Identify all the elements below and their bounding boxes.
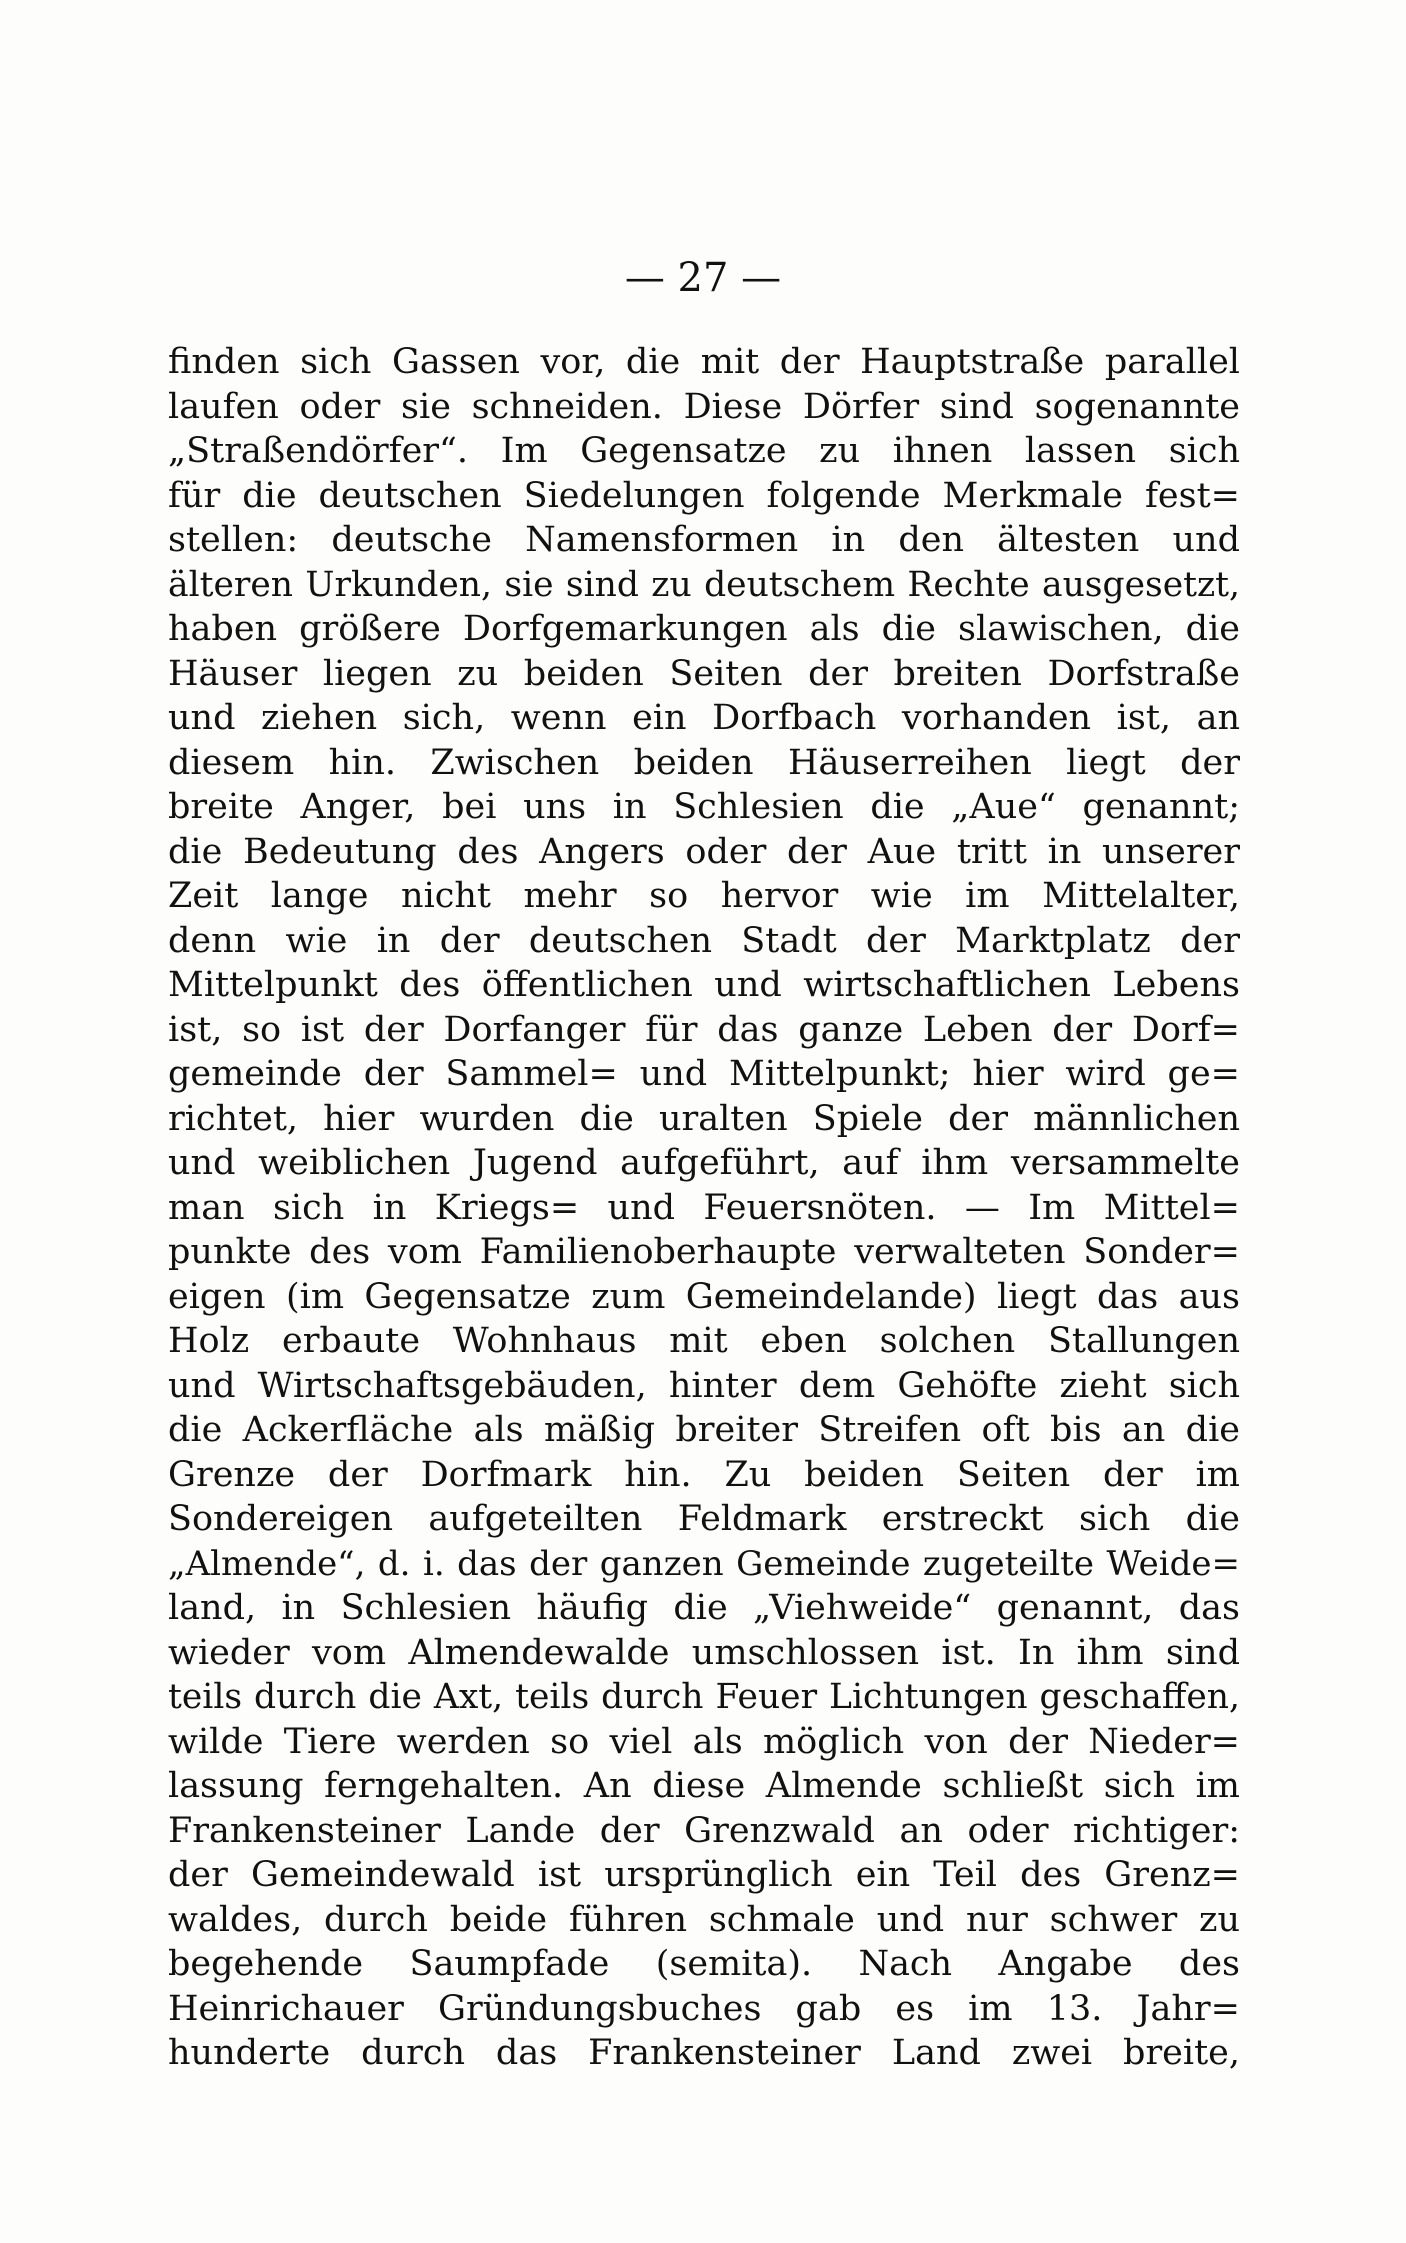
text-line: man sich in Kriegs= und Feuersnöten. — Im Mittel= — [168, 1187, 1240, 1228]
text-line: Sondereigen aufgeteilten Feldmark erstreckt sich die — [168, 1499, 1240, 1539]
text-line: finden sich Gassen vor, die mit der Hauptstraße parallel — [168, 342, 1240, 382]
text-line: laufen oder sie schneiden. Diese Dörfer sind sogenannte — [168, 386, 1240, 427]
text-line: und Wirtschaftsgebäuden, hinter dem Gehöfte zieht sich — [168, 1365, 1240, 1406]
text-line: der Gemeindewald ist ursprünglich ein Teil des Grenz= — [168, 1855, 1240, 1895]
text-line: breite Anger, bei uns in Schlesien die „Aue“ genannt; — [168, 787, 1240, 827]
text-line: wilde Tiere werden so viel als möglich von der Nieder= — [168, 1721, 1240, 1762]
text-line: denn wie in der deutschen Stadt der Marktplatz der — [168, 920, 1240, 961]
text-line: Frankensteiner Lande der Grenzwald an oder richtiger: — [168, 1810, 1240, 1851]
text-line: begehende Saumpfade (semita). Nach Angabe des — [168, 1944, 1240, 1984]
text-line: und ziehen sich, wenn ein Dorfbach vorhanden ist, an — [168, 698, 1240, 738]
text-line: teils durch die Axt, teils durch Feuer Lichtungen geschaffen, — [168, 1677, 1240, 1717]
text-line: älteren Urkunden, sie sind zu deutschem Rechte ausgesetzt, — [168, 564, 1240, 605]
page-number: — 27 — — [624, 255, 782, 301]
text-line: waldes, durch beide führen schmale und nur schwer zu — [168, 1899, 1240, 1940]
text-line: Heinrichauer Gründungsbuches gab es im 13. Jahr= — [168, 1988, 1240, 2029]
text-line: die Bedeutung des Angers oder der Aue tritt in unserer — [168, 831, 1240, 872]
text-line: diesem hin. Zwischen beiden Häuserreihen liegt der — [168, 742, 1240, 783]
text-line: richtet, hier wurden die uralten Spiele der männlichen — [168, 1098, 1240, 1139]
text-line: Mittelpunkt des öffentlichen und wirtschaftlichen Lebens — [168, 965, 1240, 1005]
text-line: Häuser liegen zu beiden Seiten der breiten Dorfstraße — [168, 653, 1240, 694]
text-line: gemeinde der Sammel= und Mittelpunkt; hier wird ge= — [168, 1054, 1240, 1094]
text-line: ist, so ist der Dorfanger für das ganze Leben der Dorf= — [168, 1009, 1240, 1050]
text-line: hunderte durch das Frankensteiner Land zwei breite, — [168, 2033, 1240, 2073]
text-line: Zeit lange nicht mehr so hervor wie im Mittelalter, — [168, 876, 1240, 916]
text-line: eigen (im Gegensatze zum Gemeindelande) liegt das aus — [168, 1276, 1240, 1317]
text-line: lassung ferngehalten. An diese Almende schließt sich im — [168, 1766, 1240, 1806]
text-line: land, in Schlesien häufig die „Viehweide“ genannt, das — [168, 1588, 1240, 1628]
body-text — [168, 340, 1240, 2076]
text-line: Holz erbaute Wohnhaus mit eben solchen Stallungen — [168, 1321, 1240, 1361]
text-line: wieder vom Almendewalde umschlossen ist. In ihm sind — [168, 1632, 1240, 1673]
text-line: punkte des vom Familienoberhaupte verwalteten Sonder= — [168, 1232, 1240, 1272]
text-line: die Ackerfläche als mäßig breiter Streifen oft bis an die — [168, 1410, 1240, 1450]
text-line: und weiblichen Jugend aufgeführt, auf ihm versammelte — [168, 1143, 1240, 1183]
text-line: Grenze der Dorfmark hin. Zu beiden Seiten der im — [168, 1454, 1240, 1495]
text-line: haben größere Dorfgemarkungen als die slawischen, die — [168, 609, 1240, 649]
text-line: „Almende“, d. i. das der ganzen Gemeinde zugeteilte Weide= — [168, 1543, 1240, 1584]
text-line: „Straßendörfer“. Im Gegensatze zu ihnen lassen sich — [168, 431, 1240, 471]
text-line: stellen: deutsche Namensformen in den ältesten und — [168, 520, 1240, 560]
text-line: für die deutschen Siedelungen folgende Merkmale fest= — [168, 475, 1240, 516]
